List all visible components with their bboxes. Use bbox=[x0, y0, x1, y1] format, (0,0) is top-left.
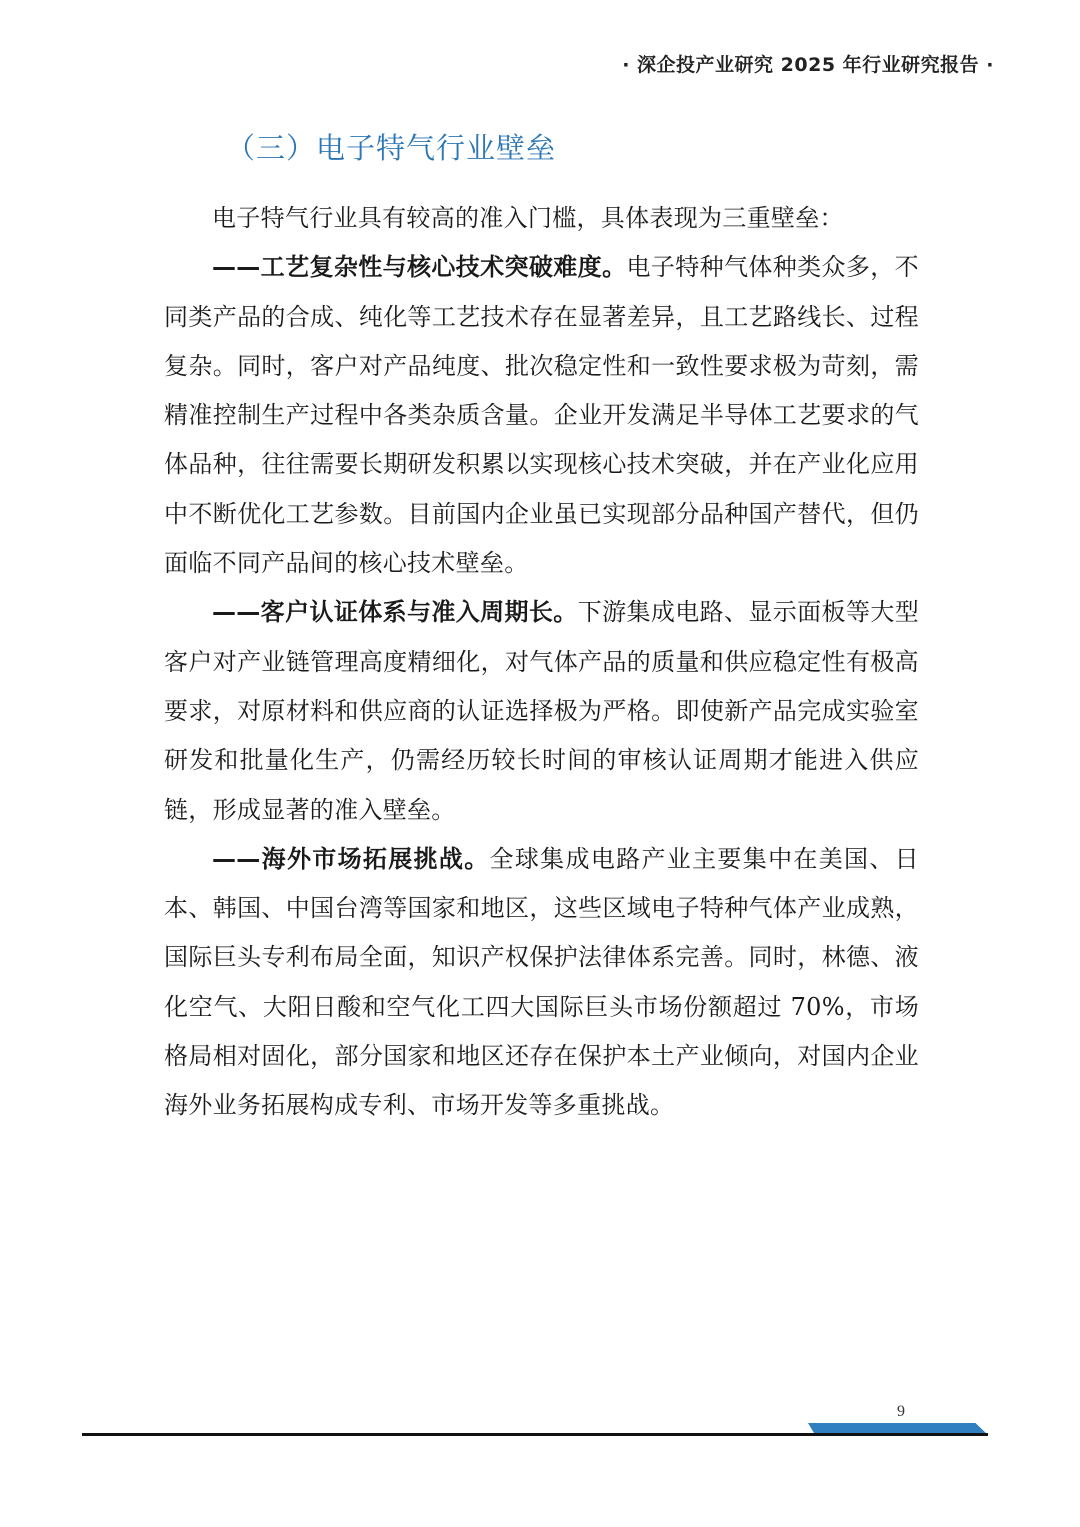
barrier-paragraph-overseas bbox=[164, 835, 919, 1131]
barrier-paragraph-certification bbox=[164, 588, 919, 834]
barrier-heading-process: ——工艺复杂性与核心技术突破难度。 bbox=[212, 253, 627, 282]
section-title: （三）电子特气行业壁垒 bbox=[226, 131, 557, 165]
barrier-text-process: 电子特种气体种类众多，不同类产品的合成、纯化等工艺技术存在显著差异，且工艺路线长、过程复杂。同时，客户对产品纯度、批次稳定性和一致性要求极为苛刻，需精准控制生产过程中各类杂质含量。企业开发满足半导体工艺要求的气体品种，往往需要长期研发积累以实现核心技术突破，并在产业化应用中不断优化工艺参数。目前国内企业虽已实现部分品种国产替代，但仍面临不同产品间的核心技术壁垒。 bbox=[164, 253, 919, 578]
page-header: · 深企投产业研究 2025 年行业研究报告 · bbox=[622, 54, 994, 76]
barrier-paragraph-process bbox=[164, 243, 919, 588]
barrier-heading-certification: ——客户认证体系与准入周期长。 bbox=[212, 598, 578, 627]
body-text bbox=[164, 194, 919, 1131]
footer-rule bbox=[82, 1433, 988, 1436]
barrier-heading-overseas: ——海外市场拓展挑战。 bbox=[212, 844, 490, 873]
page-number: 9 bbox=[897, 1403, 905, 1420]
barrier-text-overseas: 全球集成电路产业主要集中在美国、日本、韩国、中国台湾等国家和地区，这些区域电子特种气体产业成熟，国际巨头专利布局全面，知识产权保护法律体系完善。同时，林德、液化空气、大阳日酸和空气化工四大国际巨头市场份额超过 70%，市场格局相对固化，部分国家和地区还存在保护本土产业倾向，对国内企业海外业务拓展构成专利、市场开发等多重挑战。 bbox=[164, 844, 919, 1120]
intro-paragraph: 电子特气行业具有较高的准入门槛，具体表现为三重壁垒： bbox=[212, 204, 844, 232]
barrier-text-certification: 下游集成电路、显示面板等大型客户对产业链管理高度精细化，对气体产品的质量和供应稳定性有极高要求，对原材料和供应商的认证选择极为严格。即使新产品完成实验室研发和批量化生产，仍需经历较长时间的审核认证周期才能进入供应链，形成显著的准入壁垒。 bbox=[164, 598, 920, 824]
